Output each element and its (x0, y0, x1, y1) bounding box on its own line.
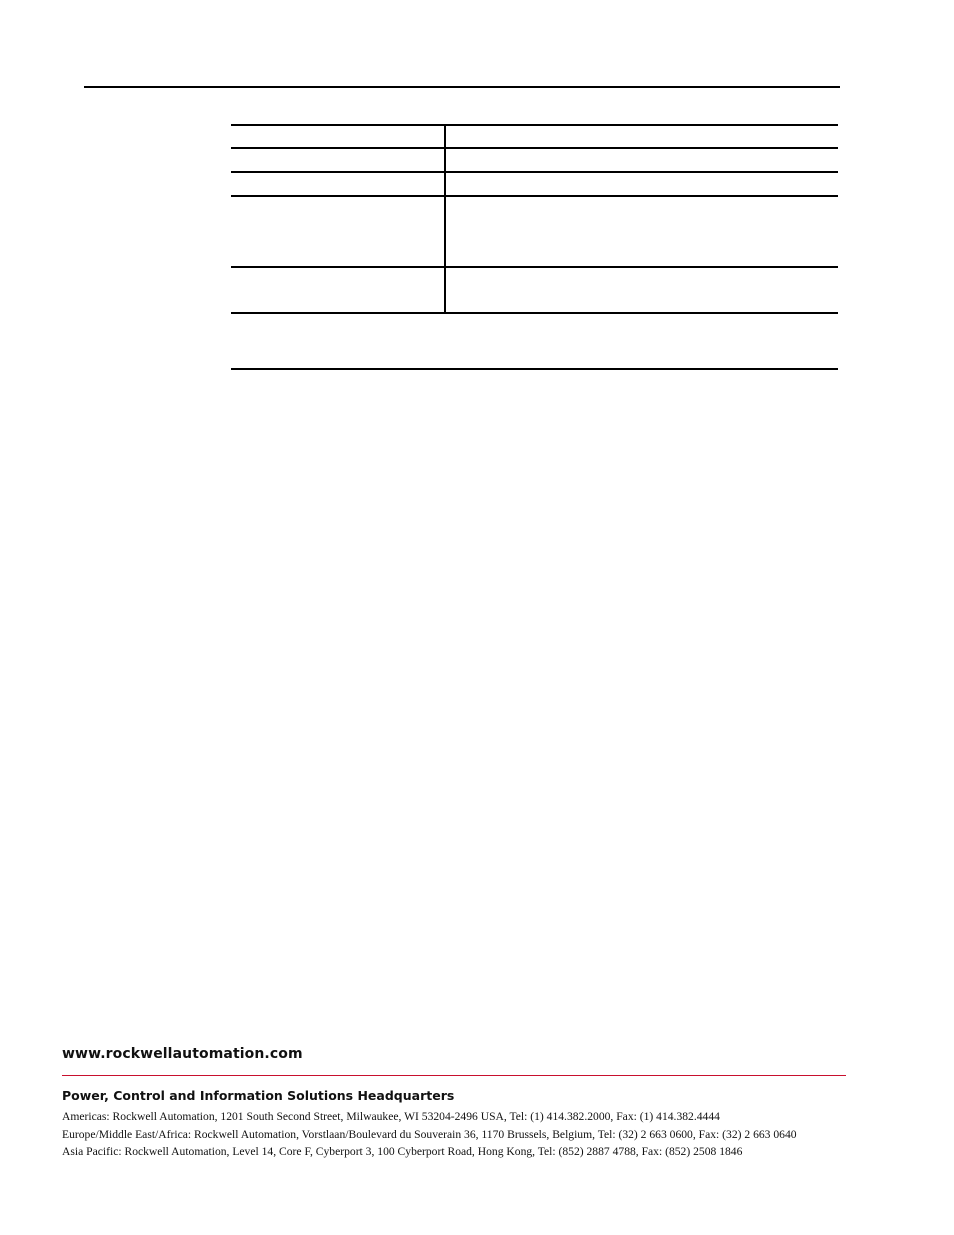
address-americas: Americas: Rockwell Automation, 1201 South Second Street, Milwaukee, WI 53204-2496 USA, Tel: (1) 414.382.2000, Fax: (1) 414.382.4444 (62, 1110, 720, 1123)
table-column-divider (444, 125, 446, 313)
headquarters-title: Power, Control and Information Solutions Headquarters (62, 1088, 455, 1103)
table-rule (231, 312, 838, 314)
footer-rule (62, 1075, 846, 1076)
table-rule (231, 266, 838, 268)
table-rule (231, 368, 838, 370)
table-rule (231, 195, 838, 197)
table-rule (231, 171, 838, 173)
address-asia-pacific: Asia Pacific: Rockwell Automation, Level 14, Core F, Cyberport 3, 100 Cyberport Road, Hong Kong, Tel: (852) 2887 4788, Fax: (852) 2508 1846 (62, 1145, 743, 1158)
website-url[interactable]: www.rockwellautomation.com (62, 1046, 303, 1062)
address-emea: Europe/Middle East/Africa: Rockwell Automation, Vorstlaan/Boulevard du Souverain 36, 1170 Brussels, Belgium, Tel: (32) 2 663 0600, Fax: (32) 2 663 0640 (62, 1128, 797, 1141)
header-rule (84, 86, 840, 88)
table-rule (231, 147, 838, 149)
table-rule (231, 124, 838, 126)
